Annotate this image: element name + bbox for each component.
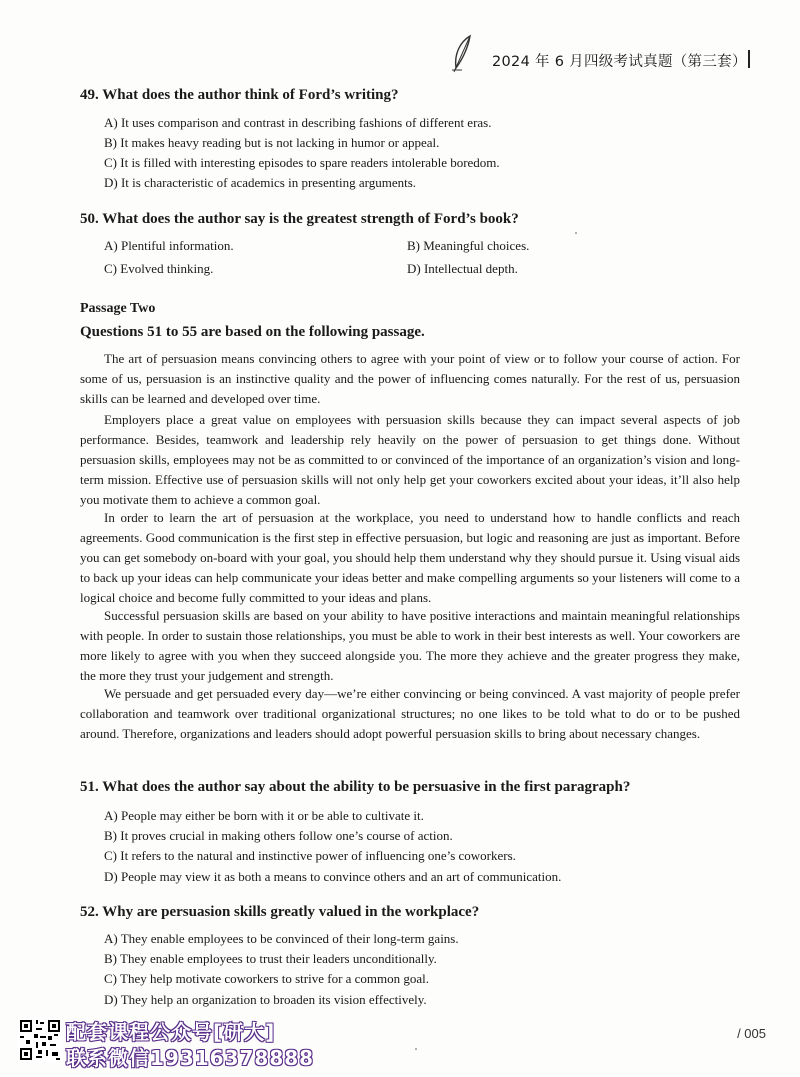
question-50-option-d: D) Intellectual depth. [407,261,518,276]
passage-paragraph-1: The art of persuasion means convincing others to agree with your point of view or to follow your course of action. For some of us, persuasion is an instinctive quality and the power of influencing comes naturally. For the rest of us, persuasion skills can be learned and developed over time. [80,351,740,406]
question-50-option-a: A) Plentiful information. [104,238,234,253]
question-51-option-c: C) It refers to the natural and instinctive power of influencing one’s coworkers. [104,848,516,863]
question-49-option-b: B) It makes heavy reading but is not lacking in humor or appeal. [104,135,440,150]
question-49-option-c: C) It is filled with interesting episodes to spare readers intolerable boredom. [104,155,500,170]
running-header [448,48,768,72]
question-52-stem: 52. Why are persuasion skills greatly valued in the workplace? [80,904,480,920]
passage-paragraph-2: Employers place a great value on employees with persuasion skills because they can impact several aspects of job performance. Besides, teamwork and leadership rely heavily on the power of persuasion to get things done. Without persuasion skills, employees may not be as committed to or convinced of the importance of an organization’s vision and long-term mission. Effective use of persuasion skills will not only help get your coworkers excited about your ideas, it’ll also help you motivate them to achieve a common goal. [80,412,740,507]
question-50-option-b: B) Meaningful choices. [407,238,530,253]
passage-paragraph-3: In order to learn the art of persuasion at the workplace, you need to understand how to handle conflicts and reach agreements. Good communication is the first step in effective persuasion, but logic and reasoning are just as important. Before you can get somebody on-board with your goal, you should help them understand why they should pursue it. Using visual aids to back up your ideas can help communicate your ideas better and make compelling arguments so your listeners will come to a logical choice and become fully committed to your ideas and plans. [80,510,740,605]
question-52-option-b: B) They enable employees to trust their leaders unconditionally. [104,951,437,966]
question-49-option-a: A) It uses comparison and contrast in describing fashions of different eras. [104,115,492,130]
question-52-option-c: C) They help motivate coworkers to strive for a common goal. [104,971,430,986]
question-49-option-d: D) It is characteristic of academics in presenting arguments. [104,175,417,190]
question-50-option-c: C) Evolved thinking. [104,261,214,276]
passage-label: Passage Two [80,301,156,316]
header-divider [748,50,750,68]
exam-title: 2024 年 6 月四级考试真题（第三套） [492,54,747,70]
promo-text-line-2: 联系微信19316378888 [66,1046,315,1070]
passage-paragraph-4: Successful persuasion skills are based on your ability to have positive interactions and maintain meaningful relationships with people. In order to sustain those relationships, you must be able to work in their best interests as well. Your coworkers are more likely to agree with you when they succeed alongside you. The more they achieve and the greater progress they make, the more they trust your judgement and strength. [80,608,740,683]
question-52-option-d: D) They help an organization to broaden its vision effectively. [104,992,427,1007]
quill-icon [448,34,478,74]
question-51-option-d: D) People may view it as both a means to convince others and an art of communication. [104,869,562,884]
question-51-option-b: B) It proves crucial in making others follow one’s course of action. [104,828,453,843]
question-50-stem: 50. What does the author say is the greatest strength of Ford’s book? [80,211,519,227]
question-52-option-a: A) They enable employees to be convinced of their long-term gains. [104,931,459,946]
question-49-stem: 49. What does the author think of Ford’s writing? [80,87,399,103]
scan-speck [415,1048,417,1050]
page-number: / 005 [737,1026,766,1041]
question-51-stem: 51. What does the author say about the ability to be persuasive in the first paragraph? [80,779,631,795]
promo-text-line-1: 配套课程公众号[研大] [66,1020,276,1044]
scan-speck [575,232,577,234]
passage-intro: Questions 51 to 55 are based on the following passage. [80,324,425,340]
qr-code-icon [18,1018,62,1062]
question-51-option-a: A) People may either be born with it or be able to cultivate it. [104,808,424,823]
passage-paragraph-5: We persuade and get persuaded every day—we’re either convincing or being convinced. A vast majority of people prefer collaboration and teamwork over traditional organizational structures; no one likes to be told what to do or to be pushed around. Therefore, organizations and leaders should adopt powerful persuasion skills to bring about necessary changes. [80,686,740,741]
